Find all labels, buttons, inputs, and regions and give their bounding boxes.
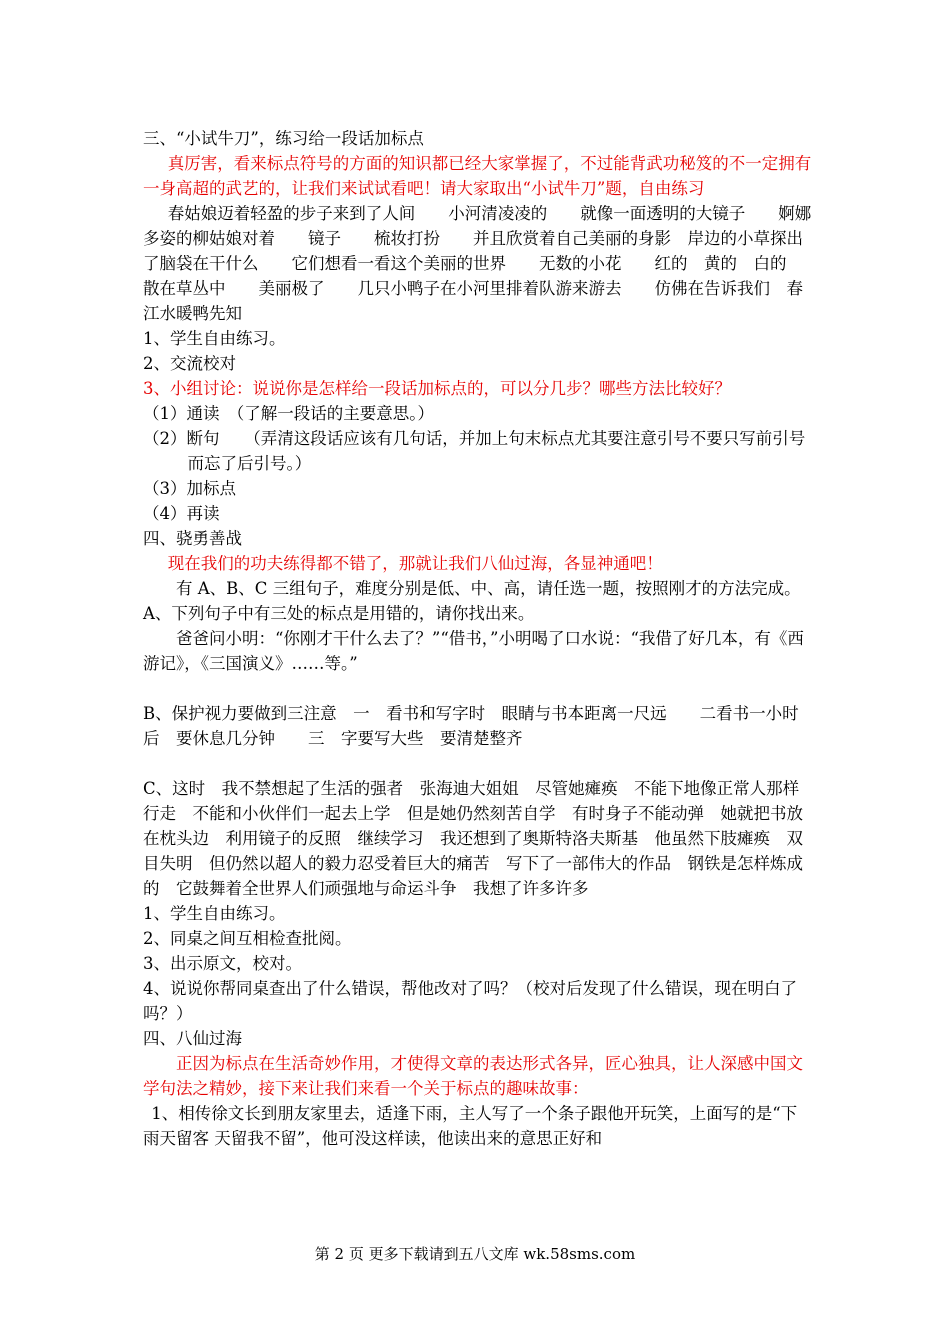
section-heading-xiaoyongshanzhan: 四、骁勇善战 xyxy=(143,529,242,548)
document-body xyxy=(143,126,820,1151)
page-footer: 第 2 页 更多下载请到五八文库 wk.58sms.com xyxy=(314,1245,636,1263)
method-item: （2）断句 （弄清这段话应该有几句话，并加上句末标点尤其要注意引号不要只写前引号而忘了后引号。） xyxy=(143,429,806,473)
method-item: （3）加标点 xyxy=(143,479,236,498)
blank-line xyxy=(143,751,813,776)
instruction-paragraph: 有 A、B、C 三组句子，难度分别是低、中、高，请任选一题，按照刚才的方法完成。 xyxy=(176,579,801,598)
story-paragraph: 1、相传徐文长到朋友家里去，适逢下雨，主人写了一个条子跟他开玩笑，上面写的是“下雨天留客 天留我不留”，他可没这样读，他读出来的意思正好和 xyxy=(143,1104,798,1148)
step-item: 1、学生自由练习。 xyxy=(143,329,286,348)
method-item: （4）再读 xyxy=(143,504,220,523)
discussion-question-red: 3、小组讨论：说说你是怎样给一段话加标点的，可以分几步？哪些方法比较好？ xyxy=(143,379,731,398)
step-item: 2、同桌之间互相检查批阅。 xyxy=(143,929,352,948)
exercise-c-text: C、这时 我不禁想起了生活的强者 张海迪大姐姐 尽管她瘫痪 不能下地像正常人那样行走 不能和小伙伴们一起去上学 但是她仍然刻苦自学 有时身子不能动弹 她就把书放在枕头边 利用镜子的反照 继续学习 我还想到了奥斯特洛夫斯基 他虽然下肢瘫痪 双目失明 但仍然以超人的毅力忍受着巨大的痛苦 写下了一部伟大的作品 钢铁是怎样炼成的 它鼓舞着全世界人们顽强地与命运斗争 我想了许多许多 xyxy=(143,779,803,898)
section-heading-xiaoshiniudao: 三、“小试牛刀”，练习给一段话加标点 xyxy=(143,129,424,148)
section-heading-baxianguohai: 四、八仙过海 xyxy=(143,1029,242,1048)
step-item: 1、学生自由练习。 xyxy=(143,904,286,923)
exercise-paragraph: 春姑娘迈着轻盈的步子来到了人间 小河清凌凌的 就像一面透明的大镜子 婀娜多姿的柳姑娘对着 镜子 梳妆打扮 并且欣赏着自己美丽的身影 岸边的小草探出了脑袋在干什么 它们想看一看这个美丽的世界 无数的小花 红的 黄的 白的 散在草丛中 美丽极了 几只小鸭子在小河里排着队游来游去 仿佛在告诉我们 春江水暖鸭先知 xyxy=(143,204,820,323)
method-item: （1）通读 （了解一段话的主要意思。） xyxy=(143,404,434,423)
step-item: 4、说说你帮同桌查出了什么错误，帮他改对了吗？（校对后发现了什么错误，现在明白了吗？） xyxy=(143,979,797,1023)
exercise-a-prompt: A、下列句子中有三处的标点是用错的，请你找出来。 xyxy=(143,604,535,623)
teacher-intro-red: 现在我们的功夫练得都不错了，那就让我们八仙过海，各显神通吧！ xyxy=(167,554,663,573)
step-item: 3、出示原文，校对。 xyxy=(143,954,302,973)
exercise-b-text: B、保护视力要做到三注意 一 看书和写字时 眼睛与书本距离一尺远 二看书一小时后 要休息几分钟 三 字要写大些 要清楚整齐 xyxy=(143,704,799,748)
teacher-intro-red: 真厉害，看来标点符号的方面的知识都已经大家掌握了，不过能背武功秘笈的不一定拥有一身高超的武艺的，让我们来试试看吧！请大家取出“小试牛刀”题，自由练习 xyxy=(143,154,812,198)
exercise-a-sentence: 爸爸问小明：“你刚才干什么去了？”“借书，”小明喝了口水说：“我借了好几本，有《西游记》，《三国演义》……等。” xyxy=(143,629,804,673)
teacher-intro-red: 正因为标点在生活奇妙作用，才使得文章的表达形式各异，匠心独具，让人深感中国文学句法之精妙，接下来让我们来看一个关于标点的趣味故事： xyxy=(143,1054,803,1098)
step-item: 2、交流校对 xyxy=(143,354,236,373)
blank-line xyxy=(143,676,813,701)
